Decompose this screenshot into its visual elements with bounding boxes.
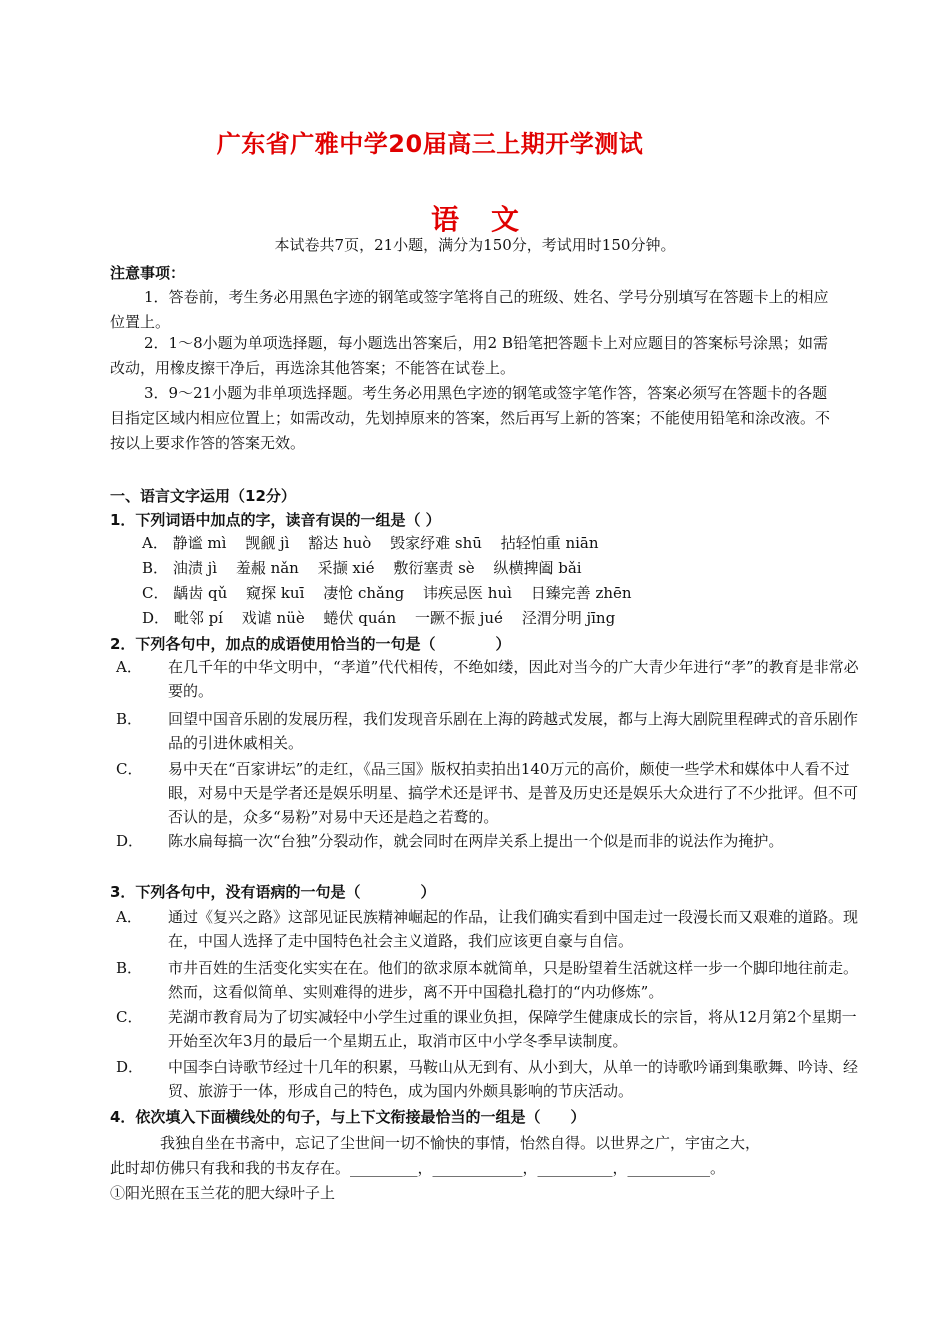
q3-option-c xyxy=(116,1005,868,1053)
option-label: C． xyxy=(116,760,143,778)
q1-option-d xyxy=(142,607,629,628)
word: 纵横捭阖 bǎi xyxy=(493,559,582,577)
q1-option-c xyxy=(142,582,646,603)
option-text: 在几千年的中华文明中，“孝道”代代相传，不绝如缕，因此对当今的广大青少年进行“孝”的教育是非常必要的。 xyxy=(168,658,859,700)
section-heading: 一、语言文字运用（12分） xyxy=(110,487,296,505)
exam-title: 广东省广雅中学20届高三上期开学测试 xyxy=(216,130,644,158)
option-text: 芜湖市教育局为了切实减轻中小学生过重的课业负担，保障学生健康成长的宗旨，将从12月第2个星期一开始至次年3月的最后一个星期五止，取消市区中小学冬季早读制度。 xyxy=(168,1008,857,1050)
word: 龋齿 qǔ xyxy=(173,584,228,602)
option-label: A． xyxy=(116,658,142,676)
q4-passage-line-1: 我独自坐在书斋中，忘记了尘世间一切不愉快的事情，怡然自得。以世界之广，宇宙之大， xyxy=(160,1134,761,1152)
word: 凄怆 chǎng xyxy=(323,584,405,602)
option-label: D． xyxy=(142,609,170,627)
q2-option-a xyxy=(116,655,868,703)
option-label: C． xyxy=(142,584,169,602)
option-text: 易中天在“百家讲坛”的走红，《品三国》版权拍卖拍出140万元的高价，颇使一些学术和媒体中人看不过眼，对易中天是学者还是娱乐明星、搞学术还是评书、是普及历史还是娱乐大众进行了不少批评。但不可否认的是，众多“易粉”对易中天还是趋之若鹜的。 xyxy=(168,760,859,826)
option-label: B． xyxy=(116,710,143,728)
option-text: 陈水扁每搞一次“台独”分裂动作，就会同时在两岸关系上提出一个似是而非的说法作为掩护。 xyxy=(168,832,784,850)
note-item-2: 2．1～8小题为单项选择题，每小题选出答案后，用2 B铅笔把答题卡上对应题目的答案标号涂黑；如需改动，用橡皮擦干净后，再选涂其他答案；不能答在试卷上。 xyxy=(110,334,828,377)
option-text: 中国李白诗歌节经过十几年的积累，马鞍山从无到有、从小到大，从单一的诗歌吟诵到集歌舞、吟诗、经贸、旅游于一体，形成自己的特色，成为国内外颇具影响的节庆活动。 xyxy=(168,1058,859,1100)
word: 静谧 mì xyxy=(172,534,227,552)
word: 蜷伏 quán xyxy=(323,609,397,627)
word: 泾渭分明 jīng xyxy=(521,609,616,627)
option-label: B． xyxy=(116,959,143,977)
q1-option-a xyxy=(142,532,613,553)
option-label: D． xyxy=(116,1058,144,1076)
question-2-stem: 2．下列各句中，加点的成语使用恰当的一句是（ ） xyxy=(110,635,511,653)
word: 豁达 huò xyxy=(308,534,372,552)
word: 日臻完善 zhēn xyxy=(530,584,632,602)
q4-item-1: ①阳光照在玉兰花的肥大绿叶子上 xyxy=(110,1184,336,1202)
question-4-stem: 4．依次填入下面横线处的句子，与上下文衔接最恰当的一组是（ ） xyxy=(110,1108,586,1126)
word: 拈轻怕重 niān xyxy=(500,534,599,552)
note-item-1: 1．答卷前，考生务必用黑色字迹的钢笔或签字笔将自己的班级、姓名、学号分别填写在答题卡上的相应位置上。 xyxy=(110,288,829,331)
q2-option-c xyxy=(116,757,868,829)
word: 采撷 xié xyxy=(317,559,375,577)
option-text: 回望中国音乐剧的发展历程，我们发现音乐剧在上海的跨越式发展，都与上海大剧院里程碑式的音乐剧作品的引进休戚相关。 xyxy=(168,710,859,752)
q3-option-b xyxy=(116,956,868,1004)
notes-heading: 注意事项： xyxy=(110,264,186,282)
q2-option-d xyxy=(116,829,868,853)
exam-info: 本试卷共7页，21小题，满分为150分，考试用时150分钟。 xyxy=(274,236,676,254)
word: 窥探 kuī xyxy=(246,584,305,602)
option-label: A． xyxy=(142,534,168,552)
option-text: 通过《复兴之路》这部见证民族精神崛起的作品，让我们确实看到中国走过一段漫长而又艰难的道路。现在，中国人选择了走中国特色社会主义道路，我们应该更自豪与自信。 xyxy=(168,908,859,950)
q2-option-b xyxy=(116,707,868,755)
word: 觊觎 jì xyxy=(245,534,290,552)
word: 敷衍塞责 sè xyxy=(393,559,475,577)
q4-passage-line-2: 此时却仿佛只有我和我的书友存在。_________，____________，__________，___________。 xyxy=(110,1159,726,1177)
note-item-3: 3．9～21小题为非单项选择题。考生务必用黑色字迹的钢笔或签字笔作答，答案必须写在答题卡的各题目指定区域内相应位置上；如需改动，先划掉原来的答案，然后再写上新的答案；不能使用铅笔和涂改液。不按以上要求作答的答案无效。 xyxy=(110,384,831,452)
word: 讳疾忌医 huì xyxy=(423,584,512,602)
word: 羞赧 nǎn xyxy=(235,559,299,577)
option-label: A． xyxy=(116,908,142,926)
subject-title: 语文 xyxy=(430,203,551,236)
option-text: 市井百姓的生活变化实实在在。他们的欲求原本就简单，只是盼望着生活就这样一步一个脚印地往前走。然而，这看似简单、实则难得的进步，离不开中国稳扎稳打的“内功修炼”。 xyxy=(168,959,859,1001)
question-1-stem: 1．下列词语中加点的字，读音有误的一组是（ ） xyxy=(110,511,441,529)
option-label: D． xyxy=(116,832,144,850)
word: 一蹶不振 jué xyxy=(414,609,503,627)
q1-option-b xyxy=(142,557,596,578)
word: 毁家纾难 shū xyxy=(390,534,482,552)
word: 毗邻 pí xyxy=(173,609,223,627)
question-3-stem: 3．下列各句中，没有语病的一句是（ ） xyxy=(110,883,436,901)
option-label: B． xyxy=(142,559,169,577)
word: 油渍 jì xyxy=(172,559,218,577)
q3-option-d xyxy=(116,1055,868,1103)
option-label: C． xyxy=(116,1008,143,1026)
q3-option-a xyxy=(116,905,868,953)
word: 戏谑 nüè xyxy=(241,609,305,627)
